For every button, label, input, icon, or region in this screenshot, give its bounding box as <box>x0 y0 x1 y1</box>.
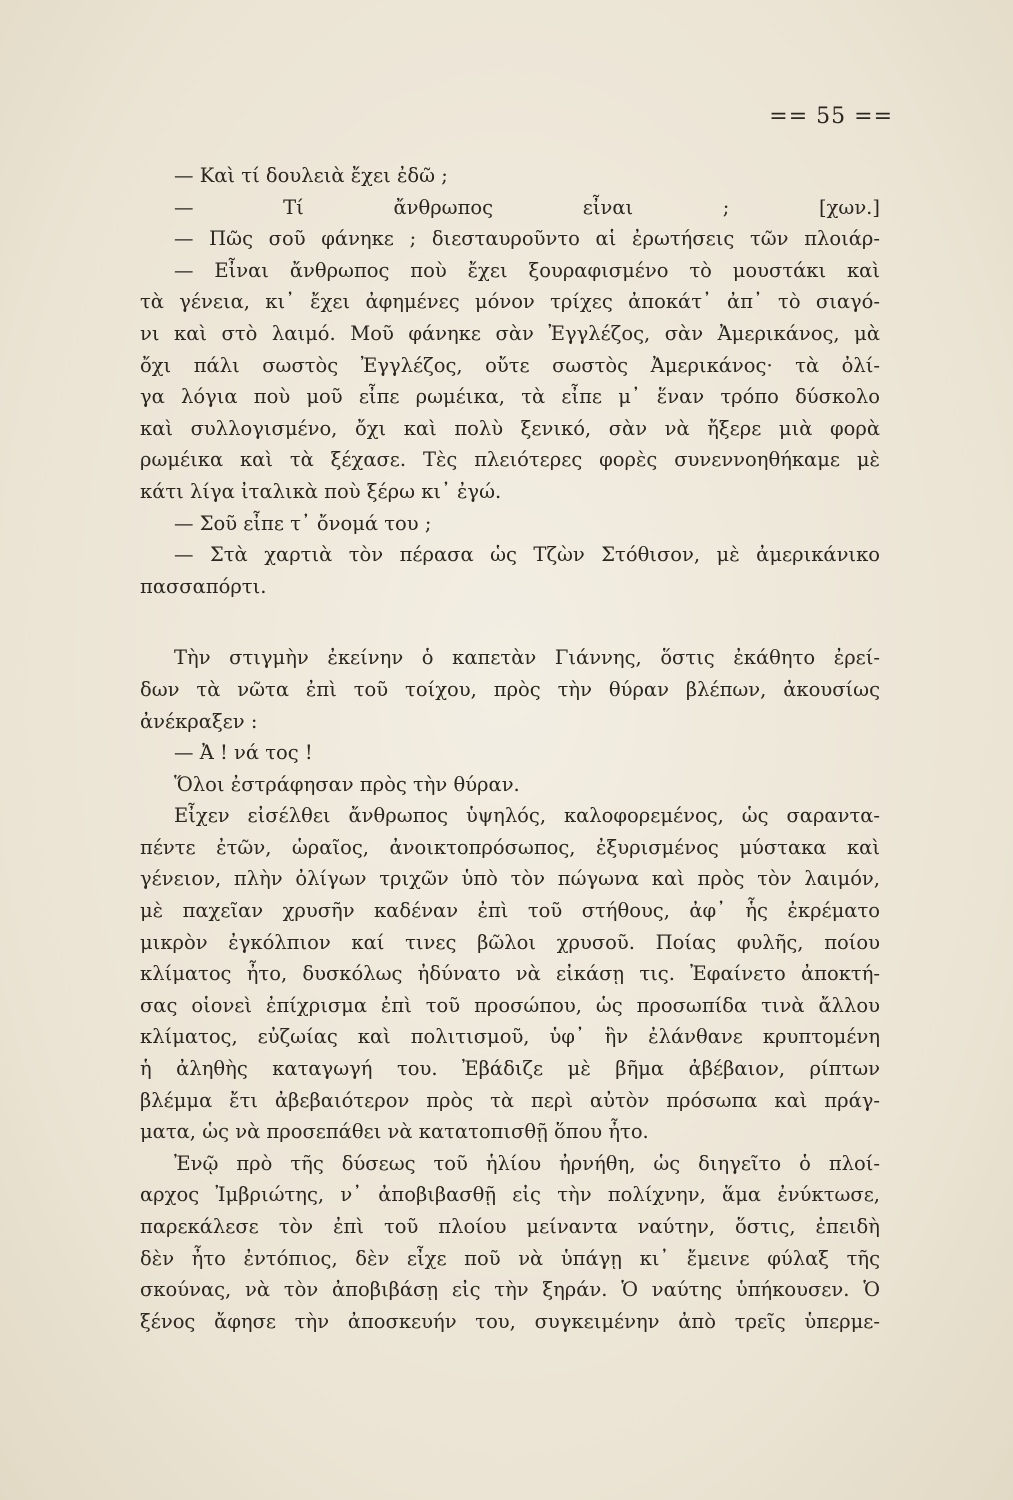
text-line: δὲν ἦτο ἐντόπιος, δὲν εἶχε ποῦ νὰ ὑπάγῃ κι᾿ ἔμεινε φύλαξ τῆς <box>140 1246 880 1270</box>
text-line: πέντε ἐτῶν, ὡραῖος, ἀνοικτοπρόσωπος, ἐξυρισμένος μύστακα καὶ <box>140 835 880 859</box>
text-line: ἀνέκραξεν : <box>140 709 258 733</box>
text-line: ματα, ὡς νὰ προσεπάθει νὰ κατατοπισθῇ ὅπου ἦτο. <box>140 1120 649 1144</box>
text-line: δων τὰ νῶτα ἐπὶ τοῦ τοίχου, πρὸς τὴν θύραν βλέπων, ἀκουσίως <box>140 677 880 701</box>
text-line: — Καὶ τί δουλειὰ ἔχει ἐδῶ ; <box>174 164 448 187</box>
text-line: ξένος ἄφησε τὴν ἀποσκευήν του, συγκειμένην ἀπὸ τρεῖς ὑπερμε- <box>140 1309 880 1333</box>
text-line: ἡ ἀληθὴς καταγωγή του. Ἐβάδιζε μὲ βῆμα ἀβέβαιον, ρίπτων <box>140 1057 880 1081</box>
text-line: — Τί ἄνθρωπος εἶναι ; [χων.] <box>174 195 880 219</box>
text-line: Ὅλοι ἐστράφησαν πρὸς τὴν θύραν. <box>174 772 520 796</box>
text-line: γένειον, πλὴν ὀλίγων τριχῶν ὑπὸ τὸν πώγωνα καὶ πρὸς τὸν λαιμόν, <box>140 867 880 891</box>
text-line: γα λόγια ποὺ μοῦ εἶπε ρωμέικα, τὰ εἶπε μ᾿ ἕναν τρόπο δύσκολο <box>140 385 880 409</box>
text-line: σκούνας, νὰ τὸν ἀποβιβάσῃ εἰς τὴν ξηράν. Ὁ ναύτης ὑπήκουσεν. Ὁ <box>140 1278 880 1302</box>
page-number: == 55 == <box>769 104 893 129</box>
text-line: — Εἶναι ἄνθρωπος ποὺ ἔχει ξουραφισμένο τὸ μουστάκι καὶ <box>174 258 880 282</box>
text-line: ὄχι πάλι σωστὸς Ἐγγλέζος, οὔτε σωστὸς Ἀμερικάνος· τὰ ὀλί- <box>140 353 880 377</box>
text-line: — Σοῦ εἶπε τ᾿ ὄνομά του ; <box>174 511 432 535</box>
paragraph-gap <box>140 602 880 642</box>
text-line: βλέμμα ἔτι ἀβεβαιότερον πρὸς τὰ περὶ αὐτὸν πρόσωπα καὶ πράγ- <box>140 1088 880 1112</box>
text-line: — Πῶς σοῦ φάνηκε ; διεσταυροῦντο αἱ ἐρωτήσεις τῶν πλοιάρ- <box>174 227 880 251</box>
text-line: νι καὶ στὸ λαιμό. Μοῦ φάνηκε σὰν Ἐγγλέζος, σὰν Ἀμερικάνος, μὰ <box>140 321 880 345</box>
text-line: — Ἀ ! νά τος ! <box>174 741 313 765</box>
text-line: κλίματος, εὐζωίας καὶ πολιτισμοῦ, ὑφ᾿ ἣν ἐλάνθανε κρυπτομένη <box>140 1025 880 1049</box>
text-line: παρεκάλεσε τὸν ἐπὶ τοῦ πλοίου μείναντα ναύτην, ὅστις, ἐπειδὴ <box>140 1215 880 1238</box>
text-line: — Στὰ χαρτιὰ τὸν πέρασα ὡς Τζὼν Στόθισον, μὲ ἀμερικάνικο <box>174 543 880 567</box>
text-line: κλίματος ἦτο, δυσκόλως ἠδύνατο νὰ εἰκάσῃ τις. Ἐφαίνετο ἀποκτή- <box>140 962 880 986</box>
text-line: καὶ συλλογισμένο, ὄχι καὶ πολὺ ξενικό, σὰν νὰ ἤξερε μιὰ φορὰ <box>140 416 880 440</box>
text-line: Εἶχεν εἰσέλθει ἄνθρωπος ὑψηλός, καλοφορεμένος, ὡς σαραντα- <box>174 804 880 828</box>
text-line: μὲ παχεῖαν χρυσῆν καδέναν ἐπὶ τοῦ στήθους, ἀφ᾿ ἧς ἐκρέματο <box>140 899 880 923</box>
text-line: ρωμέικα καὶ τὰ ξέχασε. Τὲς πλειότερες φορὲς συνεννοηθήκαμε μὲ <box>140 448 880 472</box>
text-line: μικρὸν ἐγκόλπιον καί τινες βῶλοι χρυσοῦ. Ποίας φυλῆς, ποίου <box>140 930 880 954</box>
text-line: πασσαπόρτι. <box>140 574 267 598</box>
text-line: Ἐνῷ πρὸ τῆς δύσεως τοῦ ἡλίου ἠρνήθη, ὡς διηγεῖτο ὁ πλοί- <box>174 1151 880 1175</box>
text-line: Τὴν στιγμὴν ἐκείνην ὁ καπετὰν Γιάννης, ὅστις ἐκάθητο ἐρεί- <box>174 646 880 670</box>
body-text <box>140 160 880 1337</box>
text-line: κάτι λίγα ἰταλικὰ ποὺ ξέρω κι᾿ ἐγώ. <box>140 479 502 503</box>
text-line: αρχος Ἰμβριώτης, ν᾿ ἀποβιβασθῇ εἰς τὴν πολίχνην, ἅμα ἐνύκτωσε, <box>140 1183 880 1207</box>
text-line: σας οἱονεὶ ἐπίχρισμα ἐπὶ τοῦ προσώπου, ὡς προσωπίδα τινὰ ἄλλου <box>140 993 880 1017</box>
text-line: τὰ γένεια, κι᾿ ἔχει ἀφημένες μόνον τρίχες ἀποκάτ᾿ ἀπ᾿ τὸ σιαγό- <box>140 290 880 314</box>
